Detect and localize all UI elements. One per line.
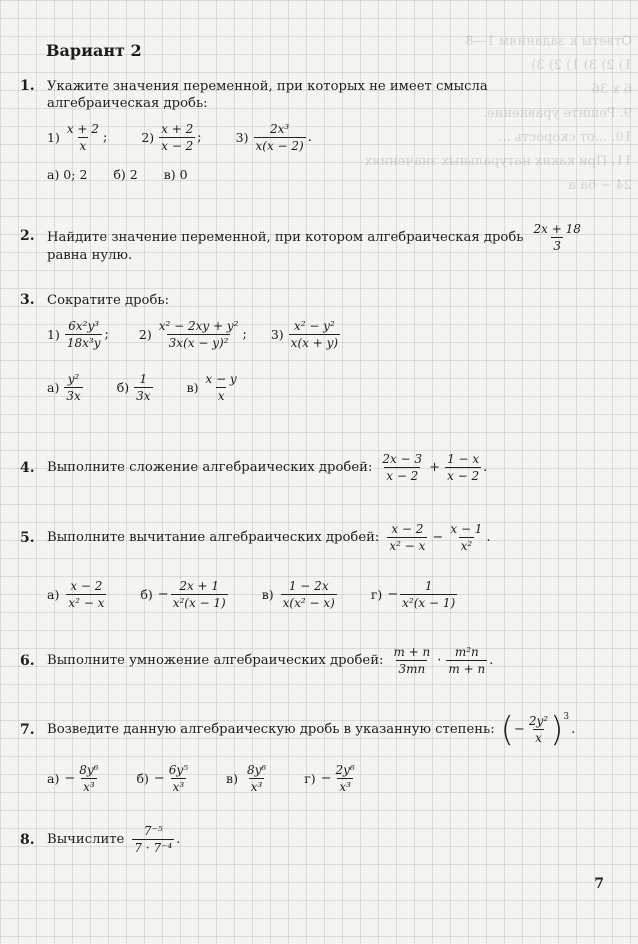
question-text: Вычислите bbox=[47, 832, 125, 847]
answer-option: а) $\frac{\text{y²}}{3x}$ bbox=[47, 372, 81, 403]
answer-options bbox=[47, 763, 620, 794]
expression-item: 2) $\frac{\text{x² − 2xy + y²}}{\text{3x(x − y)²}}$ ; bbox=[138, 319, 247, 350]
answer-option: в) $\frac{x - y}{x}$ bbox=[186, 372, 237, 403]
fraction: $\frac{\text{x² − 2xy + y²}}{\text{3x(x − y)²}}$ bbox=[158, 319, 239, 350]
fraction: $\frac{\text{8y⁶}}{\text{x³}}$ bbox=[79, 763, 99, 794]
question-number: 6. bbox=[20, 652, 35, 669]
question-number: 4. bbox=[20, 459, 35, 476]
answer-option: в) 0 bbox=[163, 167, 188, 182]
exponent: 3 bbox=[563, 712, 570, 722]
question-text: Найдите значение переменной, при котором алгебраическая дробь bbox=[47, 230, 524, 245]
fraction: $\frac{\text{x² − y²}}{x(x + y)}$ bbox=[290, 319, 339, 350]
question-number: 5. bbox=[20, 529, 35, 546]
bleed-through-line: 10. ...от скорость ... bbox=[498, 130, 632, 145]
fraction: $\frac{\text{6x²y³}}{\text{18x³y}}$ bbox=[66, 319, 101, 350]
fraction: $\frac{1 - x}{x - 2}$ bbox=[447, 452, 480, 483]
fraction: $\frac{\text{2y²}}{x}$ bbox=[528, 714, 549, 745]
question-1 bbox=[20, 78, 600, 182]
expression-item: 3) $\frac{\text{2x³}}{x(x - 2)}$ . bbox=[235, 122, 312, 153]
fraction: $\frac{1}{\text{x²(x − 1)}}$ bbox=[402, 579, 456, 610]
question-number: 7. bbox=[20, 721, 35, 738]
fraction: $\frac{\text{m²n}}{m + n}$ bbox=[448, 645, 486, 676]
question-text: Выполните вычитание алгебраических дробей: bbox=[47, 530, 380, 545]
expression-item: 1) $\frac{x + 2}{x}$ ; bbox=[47, 122, 108, 153]
variant-title: Вариант 2 bbox=[46, 41, 142, 60]
answer-option: в) $\frac{\text{8y⁶}}{\text{x³}}$ bbox=[226, 763, 267, 794]
question-2 bbox=[20, 222, 600, 264]
question-number: 2. bbox=[20, 228, 35, 244]
question-number: 8. bbox=[20, 831, 35, 848]
answer-option: б) − $\frac{\text{6y⁵}}{\text{x³}}$ bbox=[136, 763, 189, 794]
bleed-through-line: 1) 2) 3) 1) 2) 3) bbox=[531, 58, 632, 73]
question-text: Выполните умножение алгебраических дробей: bbox=[47, 653, 384, 668]
fraction: $\frac{2x + 18}{3}$ bbox=[533, 222, 581, 253]
fraction: $\frac{\text{6y⁵}}{\text{x³}}$ bbox=[168, 763, 189, 794]
question-number: 3. bbox=[20, 292, 35, 308]
question-text: Возведите данную алгебраическую дробь в указанную степень: bbox=[47, 722, 495, 737]
answer-option: в) $\frac{1 - 2x}{\text{x(x² − x)}}$ bbox=[261, 579, 335, 610]
bleed-through-line: 11. При каких натуральных значениях bbox=[364, 154, 632, 169]
question-5: 5. Выполните вычитание алгебраических дробей: $\frac{x - 2}{\text{x² − x}}$ − $\frac{x - 1}{\text{x²}}$ . а) $\frac{x - 2}{\text{x² − x}}$ б) − $\frac{2x + 1}{\text{x²(x − 1)}}$ в) $\frac{1 - 2x}{\text{x(x² − x)}}$ г) − $\frac{1}{\text{x²(x − 1)}}$ bbox=[20, 522, 610, 610]
question-7: 7. Возведите данную алгебраическую дробь в указанную степень: ( − $\frac{\text{2y²}}{x}$ ) 3 . а) − $\frac{\text{8y⁶}}{\text{x³}}$ б) − $\frac{\text{6y⁵}}{\text{x³}}$ в) $\frac{\text{8y⁶}}{\text{x³}}$ г) − $\frac{\text{2y⁶}}{\text{x³}}$ bbox=[20, 714, 620, 794]
fraction: $\frac{x - y}{x}$ bbox=[205, 372, 237, 403]
answer-options bbox=[47, 579, 610, 610]
answer-option: б) $\frac{1}{3x}$ bbox=[116, 372, 151, 403]
expression-item: 2) $\frac{x + 2}{x - 2}$ ; bbox=[141, 122, 202, 153]
answer-option: г) − $\frac{\text{2y⁶}}{\text{x³}}$ bbox=[304, 763, 355, 794]
fraction: $\frac{x - 2}{\text{x² − x}}$ bbox=[389, 522, 426, 553]
question-number: 1. bbox=[20, 78, 35, 94]
fraction: $\frac{x - 2}{\text{x² − x}}$ bbox=[68, 579, 105, 610]
answer-option: а) $\frac{x - 2}{\text{x² − x}}$ bbox=[47, 579, 105, 610]
bleed-through-line: 24 − 6a a bbox=[568, 178, 632, 193]
fraction: $\frac{x + 2}{x - 2}$ bbox=[161, 122, 194, 153]
fraction: $\frac{\text{2y⁶}}{\text{x³}}$ bbox=[335, 763, 355, 794]
answer-options bbox=[47, 372, 600, 403]
page-number: 7 bbox=[594, 876, 604, 892]
bleed-through-line: Ответы к заданиям 1—8 bbox=[465, 34, 632, 49]
question-4: 4. Выполните сложение алгебраических дробей: $\frac{2x - 3}{x - 2}$ + $\frac{1 - x}{x - 2}$ . bbox=[20, 452, 488, 483]
fraction: $\frac{\text{y²}}{3x}$ bbox=[66, 372, 81, 403]
bleed-through-line: 9. Решите уравнение. bbox=[482, 106, 632, 121]
fraction: $\frac{m + n}{3mn}$ bbox=[393, 645, 431, 676]
bleed-through-line: 6 x 36 bbox=[591, 82, 632, 97]
answer-option: г) − $\frac{1}{\text{x²(x − 1)}}$ bbox=[370, 579, 456, 610]
question-text: Выполните сложение алгебраических дробей: bbox=[47, 460, 373, 475]
answer-option: б) 2 bbox=[113, 167, 138, 182]
fraction: $\frac{2x - 3}{x - 2}$ bbox=[382, 452, 423, 483]
fraction: $\frac{\text{2x³}}{x(x - 2)}$ bbox=[255, 122, 304, 153]
question-3 bbox=[20, 292, 600, 403]
fraction: $\frac{1}{3x}$ bbox=[136, 372, 151, 403]
question-6: 6. Выполните умножение алгебраических дробей: $\frac{m + n}{3mn}$ · $\frac{\text{m²n}}{m + n}$ . bbox=[20, 645, 494, 676]
fraction: $\frac{1 - 2x}{\text{x(x² − x)}}$ bbox=[282, 579, 335, 610]
question-text: Сократите дробь: bbox=[47, 293, 170, 308]
question-text: Укажите значения переменной, при которых не имеет смысла алгебраическая дробь: bbox=[47, 79, 488, 111]
fraction: $\frac{\text{7⁻⁵}}{\text{7 · 7⁻⁴}}$ bbox=[134, 824, 173, 855]
expression-item: 1) $\frac{\text{6x²y³}}{\text{18x³y}}$ ; bbox=[47, 319, 109, 350]
fraction: $\frac{\text{8y⁶}}{\text{x³}}$ bbox=[246, 763, 267, 794]
answer-option: б) − $\frac{2x + 1}{\text{x²(x − 1)}}$ bbox=[140, 579, 226, 610]
question-8: 8. Вычислите $\frac{\text{7⁻⁵}}{\text{7 · 7⁻⁴}}$ . bbox=[20, 824, 181, 855]
fraction: $\frac{2x + 1}{\text{x²(x − 1)}}$ bbox=[172, 579, 226, 610]
answer-option: а) − $\frac{\text{8y⁶}}{\text{x³}}$ bbox=[47, 763, 99, 794]
answer-options bbox=[47, 167, 600, 182]
expression-list bbox=[47, 122, 600, 153]
answer-option: а) 0; 2 bbox=[47, 167, 88, 182]
fraction: $\frac{x + 2}{x}$ bbox=[66, 122, 99, 153]
expression-item: 3) $\frac{\text{x² − y²}}{x(x + y)}$ bbox=[270, 319, 339, 350]
fraction: $\frac{x - 1}{\text{x²}}$ bbox=[450, 522, 483, 553]
expression-list bbox=[47, 319, 600, 350]
question-text-end: равна нулю. bbox=[47, 248, 133, 263]
